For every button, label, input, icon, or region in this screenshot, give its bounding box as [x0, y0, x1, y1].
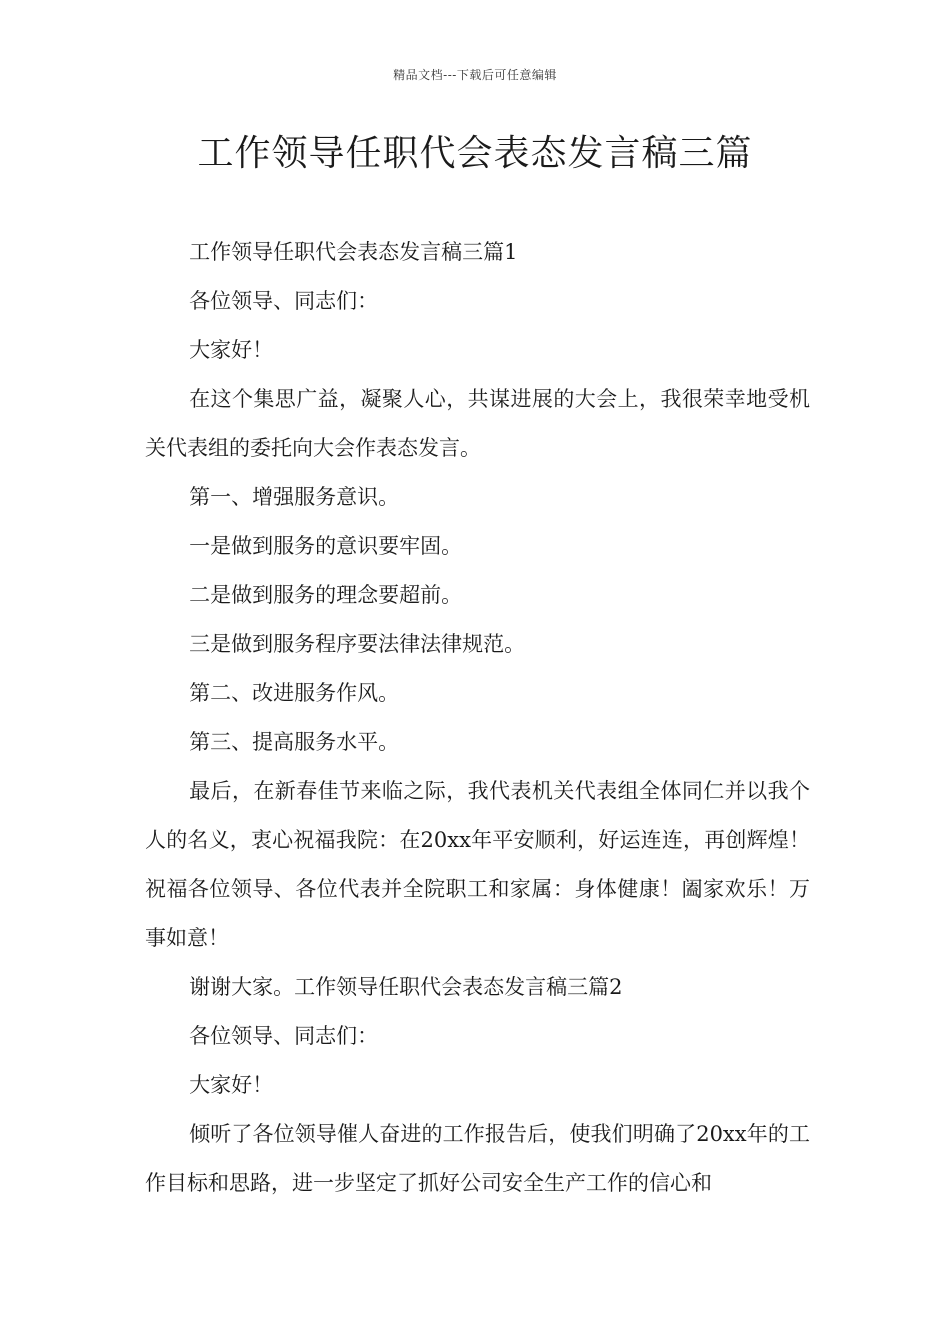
paragraph-point-2: 第二、改进服务作风。 — [189, 681, 400, 705]
paragraph-point-1: 第一、增强服务意识。 — [189, 485, 400, 509]
paragraph-point-3: 第三、提高服务水平。 — [189, 730, 400, 754]
paragraph-report-response: 倾听了各位领导催人奋进的工作报告后，使我们明确了20xx年的工作目标和思路，进一步坚定了抓好公司安全生产工作的信心和 — [145, 1122, 810, 1195]
paragraph-salutation: 各位领导、同志们： — [189, 289, 379, 313]
paragraph-intro: 在这个集思广益，凝聚人心，共谋进展的大会上，我很荣幸地受机关代表组的委托向大会作表态发言。 — [145, 387, 810, 460]
header-note: 精品文档---下载后可任意编辑 — [393, 68, 557, 82]
paragraph-subpoint-2: 二是做到服务的理念要超前。 — [189, 583, 463, 607]
paragraph-salutation-2: 各位领导、同志们： — [189, 1024, 379, 1048]
paragraph-section-1-heading: 工作领导任职代会表态发言稿三篇1 — [189, 240, 518, 264]
paragraph-thanks-section-2-heading: 谢谢大家。工作领导任职代会表态发言稿三篇2 — [189, 975, 623, 999]
paragraph-greeting-2: 大家好！ — [189, 1073, 274, 1097]
paragraph-closing-wishes: 最后，在新春佳节来临之际，我代表机关代表组全体同仁并以我个人的名义，衷心祝福我院：在20xx年平安顺利，好运连连，再创辉煌！祝福各位领导、各位代表并全院职工和家属：身体健康！阖家欢乐！万事如意！ — [145, 779, 810, 950]
document-body — [145, 228, 810, 1208]
paragraph-subpoint-3: 三是做到服务程序要法律法律规范。 — [189, 632, 526, 656]
paragraph-subpoint-1: 一是做到服务的意识要牢固。 — [189, 534, 463, 558]
paragraph-greeting: 大家好！ — [189, 338, 274, 362]
document-title: 工作领导任职代会表态发言稿三篇 — [197, 133, 753, 174]
